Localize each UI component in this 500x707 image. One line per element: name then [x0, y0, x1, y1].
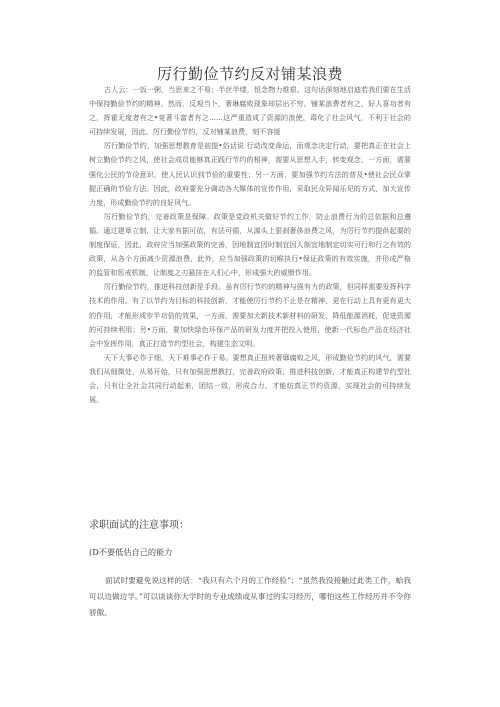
- document-title: 厉行勤俭节约反对铺某浪费: [156, 65, 343, 83]
- essay-paragraph: 厉行勤俭节约，推进科技创新是手段。虽有厉行节约的精神与强有力的政策，但同样需要发挥科学技术的作用。有了以节约为目标的科技创新，才能使厉行节约不止是在精神，更在行动上具有更有更大的作用，才能形成步半功倍的效果，一方面，需要加大新技术新材料的研发，降低能源消耗，促进资源的可持续利用；另•方面，要加快绿色环保产品的研发力度并把投入使用，使新一代标色产品在经济社会中发挥作用，真正打造节约型社会，构建生态文明。: [89, 282, 411, 348]
- answer-paragraph: 面试时要避免说这样的话：“我只有六个月的工作经验”；“虽然我没接触过此类工作，蛤我可以边做边学。”可以谈谈你大学时的专业成绩或从事过的实习经历，哪怕这些工作经历并不令你骄傲。: [89, 576, 411, 617]
- answer-text: [89, 573, 411, 621]
- essay-paragraph: 厉行勤俭节约，加强思想教育是前提•俗话说 行动改变命运，而观念决定行动，要把真正在社会上树立勤俭节约之风，使社会成员能够真正践行节约的相神，需要从思想入手，转变观念，一方面，需要强化公民的节俭意识，使人民认识到节俭的重要性；另一方面，要加强节约方法的普及•使社会民众掌握正确的节俭方法。因此，政府要充分调动各大媒体的宣传作用，采取民众异闻乐见的方式，加大宣传力度，形成勤俭节约的良好风气。: [89, 141, 411, 207]
- essay-paragraph: 古人云：一饭一粥，当思来之不易；半丝半缕，恒念物力维艰。这句话深刻地启迪若我们要在生活中保持勤俭节约的精神。然而，反观当卜，奢琳腐败现象却层出不穷。铺某浪费者有之，好人喜功者有之，挥霍无度者有之•竞著斗富者有之……这严重造成了资源的浪使，毒化了社会风气，不利于社会的可持续发展，因此，厉行勤俭节约，反对铺某浪费，刻不容缓: [89, 85, 411, 137]
- essay-paragraph: 天下大事必作于细，天下难事必作于易。要想真正扭转奢靡腐败之风，形成勤俭节约的风气，需要我们从细微处，从易开始，只有加强思想教打，完善政府政策，推进科技创新，才能真正构建节约型社会，只有让全社会共同行动起来，团结一致，形成合力，才能纺真正节约资源，实现社会的可持续发展。: [89, 352, 411, 405]
- essay-paragraph: 厉行勤俭节约，完善政策是保障。政策是党政机关做好节约工作，防止浪费行为的总依据和总遵循。通过建章立制，让大家有据可依，有法可循，从源头上狠刹奢侈浪费之风，为厉行节约提供起要的制度保证，因此，政府应当加强政策的完善，因地制宜因时制宜因人制宜地制定切实可行和行之有效的政策，从各个方面减少资源浪费，此外，应当加强政策的切喉执行•保证政策的有效实施，并形成严格的监管和惩戒机制，让制度之刃悬挂在人们心中，形成强大的威慑作用。: [89, 211, 411, 278]
- essay-body: [89, 83, 411, 407]
- section-heading: (D不要低估自己的能力: [89, 547, 173, 557]
- notes-title: 求职面试的注意事项：: [89, 520, 189, 531]
